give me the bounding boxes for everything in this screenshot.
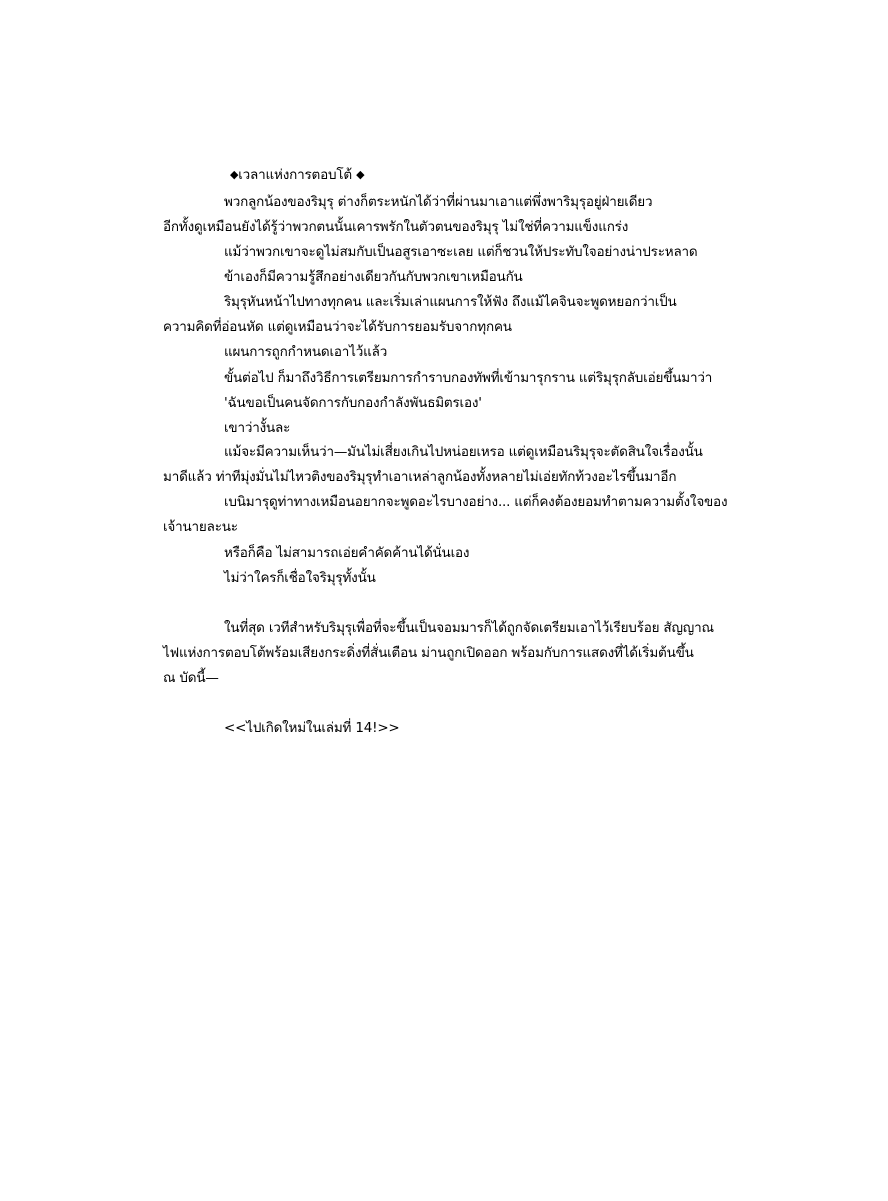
paragraph-line: เขาว่างั้นละ (224, 420, 291, 436)
diamond-bullet-icon: ◆ (230, 168, 239, 181)
paragraph-line: หรือก็คือ ไม่สามารถเอ่ยคำคัดค้านได้นั่นเอง (224, 545, 470, 561)
paragraph-line: ในที่สุด เวทีสำหรับริมุรุเพื่อที่จะขึ้นเป็นจอมมารก็ได้ถูกจัดเตรียมเอาไว้เรียบร้อย สัญญาณ (224, 620, 714, 636)
next-volume-note: <<ไปเกิดใหม่ในเล่มที่ 14!>> (224, 720, 400, 736)
paragraph-line: 'ฉันขอเป็นคนจัดการกับกองกำลังพันธมิตรเอง' (224, 395, 482, 411)
paragraph-line: เจ้านายละนะ (163, 519, 238, 535)
paragraph-line: ณ บัดนี้— (163, 670, 219, 686)
paragraph-line: ความคิดที่อ่อนหัด แต่ดูเหมือนว่าจะได้รับการยอมรับจากทุกคน (163, 319, 512, 335)
paragraph-line: มาดีแล้ว ท่าทีมุ่งมั่นไม่ไหวติงของริมุรุทำเอาเหล่าลูกน้องทั้งหลายไม่เอ่ยทักท้วงอะไรขึ้นมาอีก (163, 469, 677, 485)
paragraph-line: แผนการถูกกำหนดเอาไว้แล้ว (224, 344, 388, 360)
paragraph-line: เบนิมารุดูท่าทางเหมือนอยากจะพูดอะไรบางอย่าง... แต่ก็คงต้องยอมทำตามความตั้งใจของ (224, 494, 728, 510)
paragraph-line: ไม่ว่าใครก็เชื่อใจริมุรุทั้งนั้น (224, 570, 376, 586)
paragraph-line: พวกลูกน้องของริมุรุ ต่างก็ตระหนักได้ว่าที่ผ่านมาเอาแต่พึ่งพาริมุรุอยู่ฝ่ายเดียว (224, 194, 653, 210)
paragraph-line: แม้จะมีความเห็นว่า—มันไม่เสี่ยงเกินไปหน่อยเหรอ แต่ดูเหมือนริมุรุจะตัดสินใจเรื่องนั้น (224, 444, 703, 460)
chapter-title: เวลาแห่งการตอบโต้ (238, 167, 352, 183)
paragraph-line: แม้ว่าพวกเขาจะดูไม่สมกับเป็นอสูรเอาซะเลย แต่ก็ชวนให้ประทับใจอย่างน่าประหลาด (224, 244, 698, 260)
paragraph-line: ริมุรุหันหน้าไปทางทุกคน และเริ่มเล่าแผนการให้ฟัง ถึงแม้ไคจินจะพูดหยอกว่าเป็น (224, 294, 677, 310)
paragraph-line: ไฟแห่งการตอบโต้พร้อมเสียงกระดิ่งที่สั่นเตือน ม่านถูกเปิดออก พร้อมกับการแสดงที่ได้เริ่มต้นขึ้น (163, 645, 694, 661)
diamond-bullet-icon: ◆ (356, 168, 365, 181)
paragraph-line: ข้าเองก็มีความรู้สึกอย่างเดียวกันกับพวกเขาเหมือนกัน (224, 269, 523, 285)
chapter-heading (230, 166, 364, 184)
paragraph-line: อีกทั้งดูเหมือนยังได้รู้ว่าพวกตนนั้นเคารพรักในตัวตนของริมุรุ ไม่ใช่ที่ความแข็งแกร่ง (163, 219, 629, 235)
paragraph-line: ขั้นต่อไป ก็มาถึงวิธีการเตรียมการกำราบกองทัพที่เข้ามารุกราน แต่ริมุรุกลับเอ่ยขึ้นมาว่า (224, 370, 713, 386)
